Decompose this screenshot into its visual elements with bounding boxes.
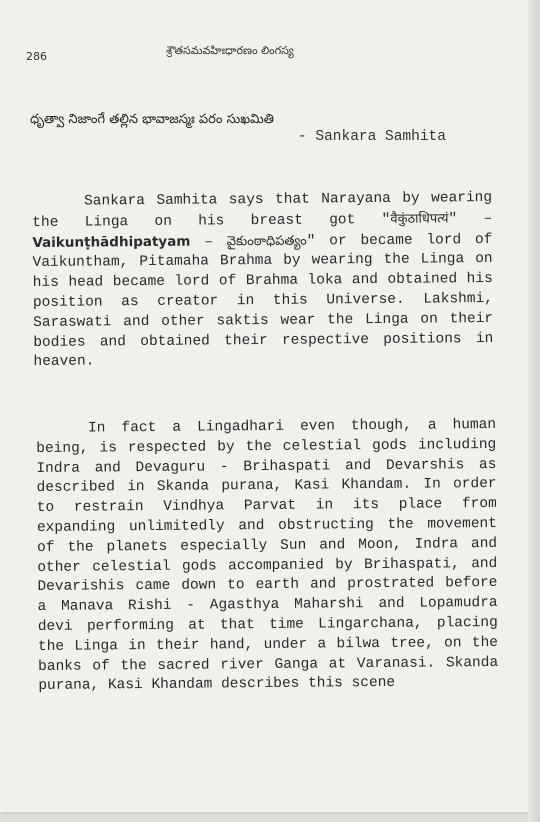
paragraph-text: " or became lord of Vaikuntham, Pitamaha Brahma by wearing the Linga on his head became lord of Brahma loka and obtained his position as creator in this Universe. Lakshmi, Saraswati and other saktis wear the Linga on their bodies and obtained their respective positions in heaven.: [32, 231, 494, 371]
page-edge: [528, 0, 540, 822]
running-title: శ్రౌతసమవహిఃధారణం లింగస్య: [166, 44, 294, 57]
paragraph-text: In fact a Lingadhari even though, a human being, is respected by the celestial gods including Indra and Devaguru - Brihaspati and Devarshis as described in Skanda purana, Kasi Khandam. In order to restrain Vindhya Parvat in its place from expanding unlimitedly and obstructing the movement of the planets especially Sun and Moon, Indra and other celestial gods accompanied by Brihaspati, and Devarishis came down to earth and prostrated before a Manava Rishi - Agasthya Maharshi and Lopamudra devi performing at that time Lingarchana, placing the Linga in their hand, under a bilwa tree, on the banks of the sacred river Ganga at Varanasi. Skanda purana, Kasi Khandam describes this scene: [36, 416, 499, 695]
paragraph-lingadhari: [36, 416, 498, 697]
paragraph-text: –: [190, 233, 227, 251]
telugu-term: వైకుంఠాధిపత్యం: [226, 233, 307, 249]
paragraph-narayana: [32, 189, 494, 373]
paragraph-text: " –: [448, 210, 493, 228]
paragraph-text: Sankara Samhita says that Narayana by wearing the Linga on his breast got ": [32, 189, 493, 231]
transliterated-term: Vaikunṭhādhipatyam: [32, 233, 191, 251]
telugu-verse: ధృత్వా నిజాంగే తల్లిన భావాజస్మః పరం సుఖమితి: [30, 112, 274, 127]
verse-attribution: - Sankara Samhita: [298, 129, 446, 145]
devanagari-term: वैकुंठाधिपत्यं: [390, 211, 449, 227]
page-number: 286: [26, 50, 47, 63]
